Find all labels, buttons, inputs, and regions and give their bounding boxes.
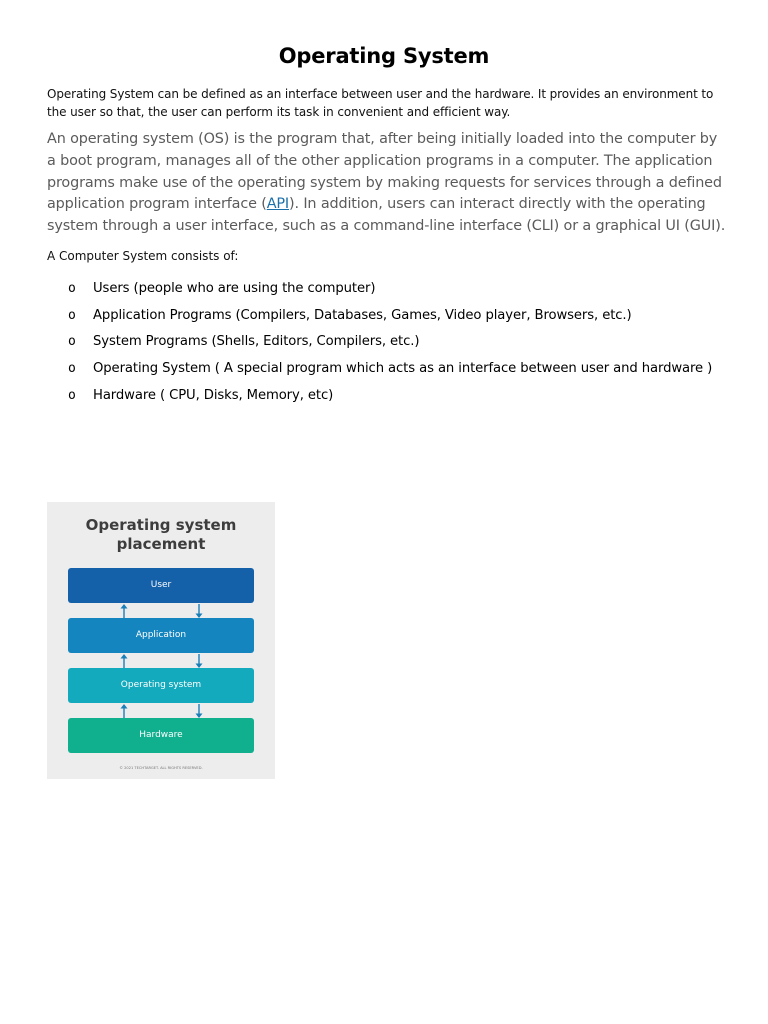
os-description-paragraph: [47, 129, 727, 238]
bullet-marker: o: [68, 334, 76, 350]
paragraph-text-before-link: An operating system (OS) is the program that, after being initially loaded into the computer by a boot program, manages all of the other application programs in a computer. The application programs make use of the operating system by making requests for services through a defined application program interface (: [47, 131, 722, 213]
consists-of-label: A Computer System consists of:: [47, 249, 239, 263]
list-item: [0, 333, 768, 360]
layer-user-box: User: [68, 568, 254, 603]
intro-paragraph: Operating System can be defined as an interface between user and the hardware. It provides an environment to the user so that, the user can perform its task in convenient and efficient way.: [47, 87, 714, 119]
list-item-text: Operating System ( A special program which acts as an interface between user and hardware ): [93, 361, 713, 377]
arrow-down-icon: [194, 704, 204, 718]
figure-title: [47, 516, 275, 554]
paragraph-text-after-link: ). In addition, users can interact directly with the operating system through a user interface, such as a command-line interface (CLI) or a graphical UI (GUI).: [47, 196, 726, 235]
os-placement-figure: [47, 502, 275, 779]
arrow-up-icon: [119, 654, 129, 668]
list-item-text: System Programs (Shells, Editors, Compilers, etc.): [93, 334, 420, 350]
arrow-up-icon: [119, 604, 129, 618]
list-item-text: Hardware ( CPU, Disks, Memory, etc): [93, 387, 334, 403]
page-title: Operating System: [278, 44, 490, 68]
arrow-down-icon: [194, 654, 204, 668]
computer-system-list: [0, 280, 768, 413]
bullet-marker: o: [68, 361, 76, 377]
bullet-marker: o: [68, 281, 76, 296]
list-item: [0, 307, 768, 334]
layer-hardware-box: Hardware: [68, 718, 254, 753]
figure-title-line1: Operating system: [85, 516, 237, 534]
layer-operating-system-box: Operating system: [68, 668, 254, 703]
arrow-up-icon: [119, 704, 129, 718]
list-item: [0, 387, 768, 414]
arrow-down-icon: [194, 604, 204, 618]
figure-copyright: © 2021 TECHTARGET. ALL RIGHTS RESERVED.: [119, 766, 203, 770]
api-link[interactable]: API: [266, 196, 290, 213]
list-item-text: Application Programs (Compilers, Databases, Games, Video player, Browsers, etc.): [93, 307, 632, 323]
figure-title-line2: placement: [116, 535, 206, 553]
layer-application-box: Application: [68, 618, 254, 653]
list-item-text: Users (people who are using the computer): [93, 281, 376, 296]
bullet-marker: o: [68, 307, 76, 323]
list-item: [0, 360, 768, 387]
list-item: [0, 280, 768, 307]
bullet-marker: o: [68, 387, 76, 403]
